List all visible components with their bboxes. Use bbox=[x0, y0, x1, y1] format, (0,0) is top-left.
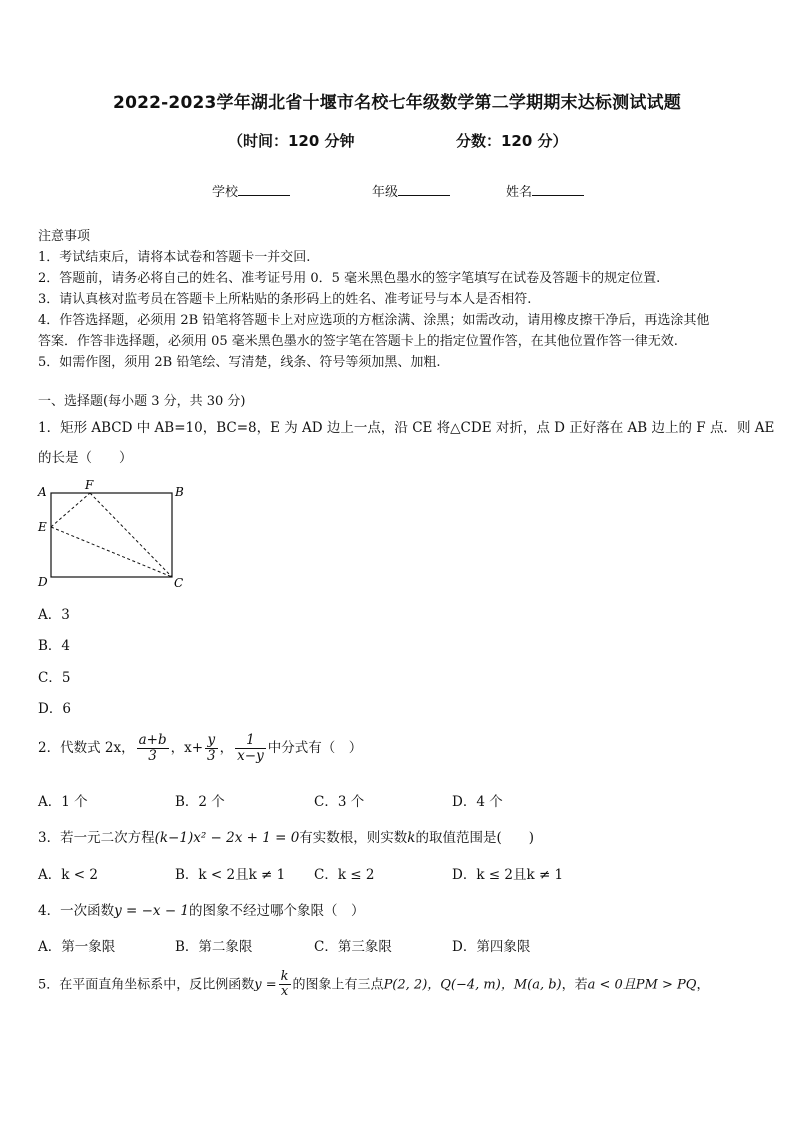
q2-mid: ，x+ bbox=[170, 739, 204, 756]
q5-text-a: 5．在平面直角坐标系中，反比例函数 bbox=[38, 977, 255, 993]
q4-option-d: D．第四象限 bbox=[452, 939, 531, 955]
q3-option-a: A．k < 2 bbox=[38, 867, 98, 883]
q4-option-b: B．第二象限 bbox=[175, 939, 253, 955]
section-heading: 一、选择题(每小题 3 分，共 30 分) bbox=[38, 394, 246, 409]
name-blank bbox=[532, 181, 584, 196]
fraction-1-den: 3 bbox=[148, 747, 157, 764]
q5-fraction-den: x bbox=[280, 984, 289, 1000]
label-f: F bbox=[85, 478, 94, 492]
fraction-2 bbox=[205, 733, 218, 764]
notice-item: 4．作答选择题，必须用 2B 铅笔将答题卡上对应选项的方框涂满、涂黑；如需改动，请用橡皮擦干净后，再选涂其他 bbox=[38, 313, 710, 328]
exam-time: （时间：120 分钟 bbox=[228, 132, 355, 150]
q2-option-a: A．1 个 bbox=[38, 794, 88, 810]
label-d: D bbox=[38, 575, 48, 589]
q4-text-b: 的图象不经过哪个象限（ ） bbox=[189, 903, 365, 919]
notice-heading: 注意事项 bbox=[38, 229, 91, 244]
q5-points: P(2, 2)，Q(−4, m)，M(a, b) bbox=[383, 977, 562, 993]
notice-item: 3．请认真核对监考员在答题卡上所粘贴的条形码上的姓名、准考证号与本人是否相符. bbox=[38, 292, 532, 307]
q3-text-c: 的取值范围是( ) bbox=[415, 830, 535, 846]
q3-option-d: D．k ≤ 2且k ≠ 1 bbox=[452, 867, 564, 883]
segment-ec bbox=[51, 527, 172, 577]
fraction-3-num: 1 bbox=[235, 733, 266, 749]
school-blank bbox=[238, 181, 290, 196]
name-field bbox=[506, 181, 584, 200]
q3-k: k bbox=[407, 830, 416, 846]
school-label: 学校 bbox=[212, 185, 239, 200]
q3-option-c: C．k ≤ 2 bbox=[314, 867, 375, 883]
label-b: B bbox=[175, 485, 184, 499]
q3-text-b: 有实数根，则实数 bbox=[299, 830, 408, 846]
q4-option-a: A．第一象限 bbox=[38, 939, 116, 955]
question-5 bbox=[38, 970, 709, 1000]
q2-suffix: 中分式有（ ） bbox=[267, 739, 363, 756]
fraction-1 bbox=[137, 733, 169, 764]
q2-option-c: C．3 个 bbox=[314, 794, 365, 810]
fraction-3 bbox=[235, 733, 266, 764]
q3-option-b: B．k < 2且k ≠ 1 bbox=[175, 867, 286, 883]
fraction-3-den: x−y bbox=[237, 747, 264, 764]
question-3 bbox=[38, 826, 534, 846]
notice-item: 答案．作答非选择题，必须用 05 毫米黑色墨水的签字笔在答题卡上的指定位置作答，在其他位置作答一律无效. bbox=[38, 334, 678, 349]
q5-condition: a < 0且PM > PQ bbox=[587, 977, 697, 993]
q5-text-b: 的图象上有三点 bbox=[292, 977, 384, 993]
q5-text-d: ， bbox=[696, 977, 710, 993]
q3-expression: (k−1)x² − 2x + 1 = 0 bbox=[154, 830, 300, 846]
label-a: A bbox=[38, 485, 47, 499]
question-1-line1: 1．矩形 ABCD 中 AB=10，BC=8，E 为 AD 边上一点，沿 CE 将△CDE 对折，点 D 正好落在 AB 边上的 F 点．则 AE bbox=[38, 420, 775, 436]
segment-ef bbox=[51, 493, 90, 527]
question-4 bbox=[38, 899, 365, 919]
segment-fc bbox=[90, 493, 172, 577]
q5-fraction-num: k bbox=[280, 969, 289, 984]
label-c: C bbox=[174, 576, 184, 590]
grade-blank bbox=[398, 181, 450, 196]
rectangle-abcd bbox=[51, 493, 172, 577]
label-e: E bbox=[38, 520, 47, 534]
q3-text-a: 3．若一元二次方程 bbox=[38, 830, 155, 846]
q1-option-a: A．3 bbox=[38, 607, 70, 623]
fraction-1-num: a+b bbox=[138, 732, 167, 748]
q2-prefix: 2．代数式 2x， bbox=[38, 739, 135, 756]
grade-field bbox=[372, 181, 450, 200]
q1-option-d: D．6 bbox=[38, 701, 71, 717]
fraction-2-num: y bbox=[205, 733, 218, 749]
page-title: 2022-2023学年湖北省十堰市名校七年级数学第二学期期末达标测试试题 bbox=[113, 93, 681, 113]
q5-fraction bbox=[279, 970, 291, 1000]
q1-option-b: B．4 bbox=[38, 638, 71, 654]
notice-item: 5．如需作图，须用 2B 铅笔绘、写清楚，线条、符号等须加黑、加粗. bbox=[38, 355, 441, 370]
question-2 bbox=[38, 733, 362, 764]
exam-score: 分数：120 分） bbox=[456, 132, 568, 150]
q4-option-c: C．第三象限 bbox=[314, 939, 392, 955]
q2-option-d: D．4 个 bbox=[452, 794, 503, 810]
name-label: 姓名 bbox=[506, 185, 533, 200]
q4-text-a: 4．一次函数 bbox=[38, 903, 115, 919]
q4-expression: y = −x − 1 bbox=[114, 903, 190, 919]
q5-text-c: ，若 bbox=[561, 977, 588, 993]
question-1-line2: 的长是（ ） bbox=[38, 450, 133, 466]
school-field bbox=[212, 181, 290, 200]
rectangle-figure bbox=[34, 478, 204, 594]
notice-item: 1．考试结束后，请将本试卷和答题卡一并交回. bbox=[38, 250, 311, 265]
q5-y-eq: y = bbox=[254, 977, 277, 993]
q2-sep: ， bbox=[219, 739, 234, 756]
notice-item: 2．答题前，请务必将自己的姓名、准考证号用 0．5 毫米黑色墨水的签字笔填写在试卷及答题卡的规定位置. bbox=[38, 271, 661, 286]
grade-label: 年级 bbox=[372, 185, 399, 200]
fraction-2-den: 3 bbox=[207, 747, 216, 764]
q1-option-c: C．5 bbox=[38, 670, 71, 686]
q2-option-b: B．2 个 bbox=[175, 794, 225, 810]
